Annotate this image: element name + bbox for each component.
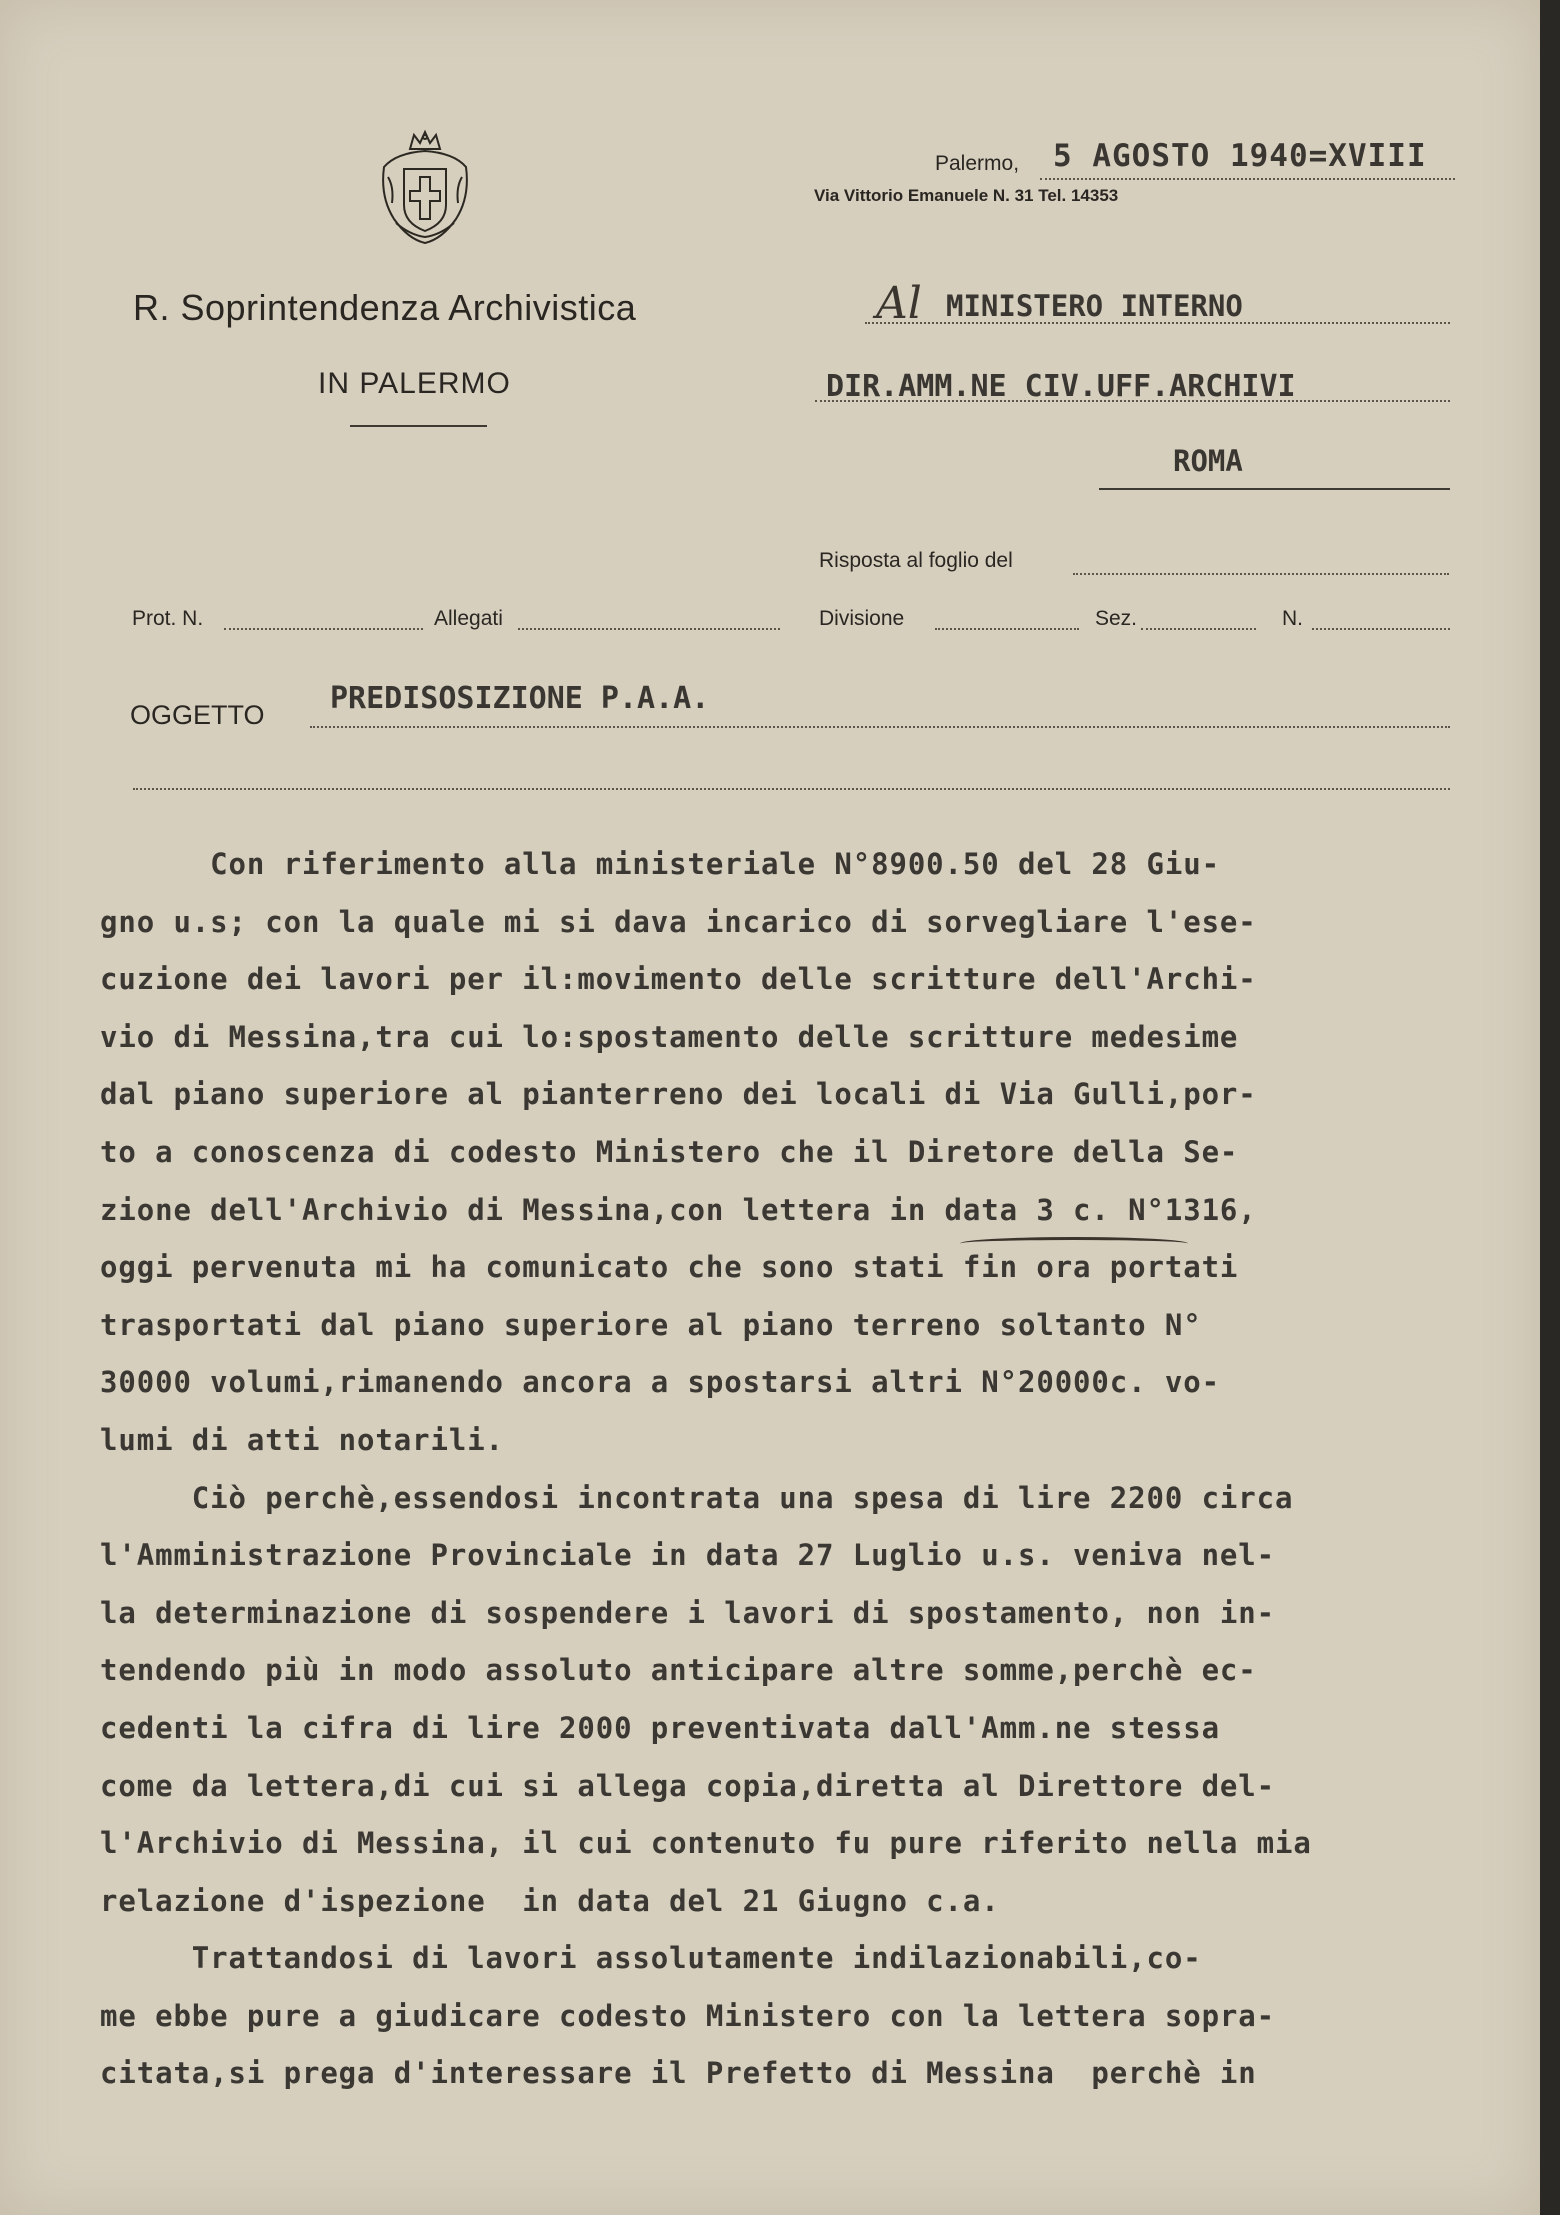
body-line: tendendo più in modo assoluto anticipare altre somme,perchè ec- <box>100 1653 1257 1688</box>
letter-body <box>100 836 1460 2103</box>
section-label: Sez. <box>1095 607 1138 630</box>
recipient-underline <box>1099 488 1450 490</box>
division-label: Divisione <box>819 607 905 630</box>
attachments-label: Allegati <box>434 607 503 630</box>
sender-city: IN PALERMO <box>318 367 511 400</box>
subject-dotted-line <box>310 726 1450 728</box>
recipient-dotted-line-1 <box>865 322 1450 324</box>
protocol-dotted-line <box>224 628 423 630</box>
protocol-number-label: Prot. N. <box>132 607 204 630</box>
body-line: come da lettera,di cui si allega copia,diretta al Direttore del- <box>100 1768 1276 1803</box>
recipient-line-2: DIR.AMM.NE CIV.UFF.ARCHIVI <box>826 369 1296 404</box>
body-line: cedenti la cifra di lire 2000 preventivata dall'Amm.ne stessa <box>100 1710 1220 1745</box>
body-line: oggi pervenuta mi ha comunicato che sono stati fin ora portati <box>100 1250 1239 1285</box>
body-line: trasportati dal piano superiore al piano terreno soltanto N° <box>100 1307 1202 1342</box>
section-dotted-line <box>1141 628 1256 630</box>
sender-address: Via Vittorio Emanuele N. 31 Tel. 14353 <box>814 186 1119 205</box>
recipient-prefix-handwritten: Al <box>876 278 922 329</box>
sender-office-name: R. Soprintendenza Archivistica <box>133 287 637 328</box>
recipient-dotted-line-2 <box>815 400 1450 402</box>
subject-dotted-line-2 <box>133 788 1450 790</box>
body-line: Ciò perchè,essendosi incontrata una spesa di lire 2200 circa <box>100 1480 1294 1515</box>
subject-value: PREDISOSIZIONE P.A.A. <box>330 681 710 716</box>
sender-divider <box>350 425 487 427</box>
place-label: Palermo, <box>935 152 1020 175</box>
body-line: Con riferimento alla ministeriale N°8900.50 del 28 Giu- <box>100 847 1220 881</box>
reply-to-dotted-line <box>1073 573 1449 575</box>
number-label: N. <box>1282 607 1303 630</box>
attachments-dotted-line <box>518 628 780 630</box>
royal-coat-of-arms-emblem <box>374 127 476 247</box>
body-line: relazione d'ispezione in data del 21 Giugno c.a. <box>100 1883 1000 1918</box>
body-line: 30000 volumi,rimanendo ancora a spostarsi altri N°20000c. vo- <box>100 1365 1220 1400</box>
body-line: to a conoscenza di codesto Ministero che il Diretore della Se- <box>100 1134 1239 1169</box>
division-dotted-line <box>935 628 1079 630</box>
recipient-line-1: MINISTERO INTERNO <box>946 289 1243 323</box>
body-line: la determinazione di sospendere i lavori di spostamento, non in- <box>100 1595 1276 1630</box>
body-line: l'Archivio di Messina, il cui contenuto fu pure riferito nella mia <box>100 1826 1312 1861</box>
body-line: zione dell'Archivio di Messina,con lettera in data 3 c. N°1316, <box>100 1192 1257 1227</box>
body-line: citata,si prega d'interessare il Prefetto di Messina perchè in <box>100 2056 1257 2091</box>
number-dotted-line <box>1312 628 1450 630</box>
body-line: gno u.s; con la quale mi si dava incarico di sorvegliare l'ese- <box>100 904 1257 939</box>
letter-date: 5 AGOSTO 1940=XVIII <box>1053 138 1427 174</box>
body-line: lumi di atti notarili. <box>100 1422 504 1457</box>
body-line: cuzione dei lavori per il:movimento delle scritture dell'Archi- <box>100 962 1257 997</box>
subject-label: OGGETTO <box>130 700 265 730</box>
recipient-line-3: ROMA <box>1173 444 1243 478</box>
body-line: me ebbe pure a giudicare codesto Ministero con la lettera sopra- <box>100 1998 1276 2033</box>
handwritten-underline-mark <box>960 1237 1188 1250</box>
body-line: dal piano superiore al pianterreno dei locali di Via Gulli,por- <box>100 1077 1257 1112</box>
body-line: l'Amministrazione Provinciale in data 27 Luglio u.s. veniva nel- <box>100 1538 1276 1573</box>
scan-edge <box>1540 0 1560 2215</box>
body-line: Trattandosi di lavori assolutamente indilazionabili,co- <box>100 1941 1202 1976</box>
body-line: vio di Messina,tra cui lo:spostamento delle scritture medesime <box>100 1019 1239 1054</box>
reply-to-label: Risposta al foglio del <box>819 549 1013 572</box>
date-dotted-line <box>1040 178 1455 180</box>
